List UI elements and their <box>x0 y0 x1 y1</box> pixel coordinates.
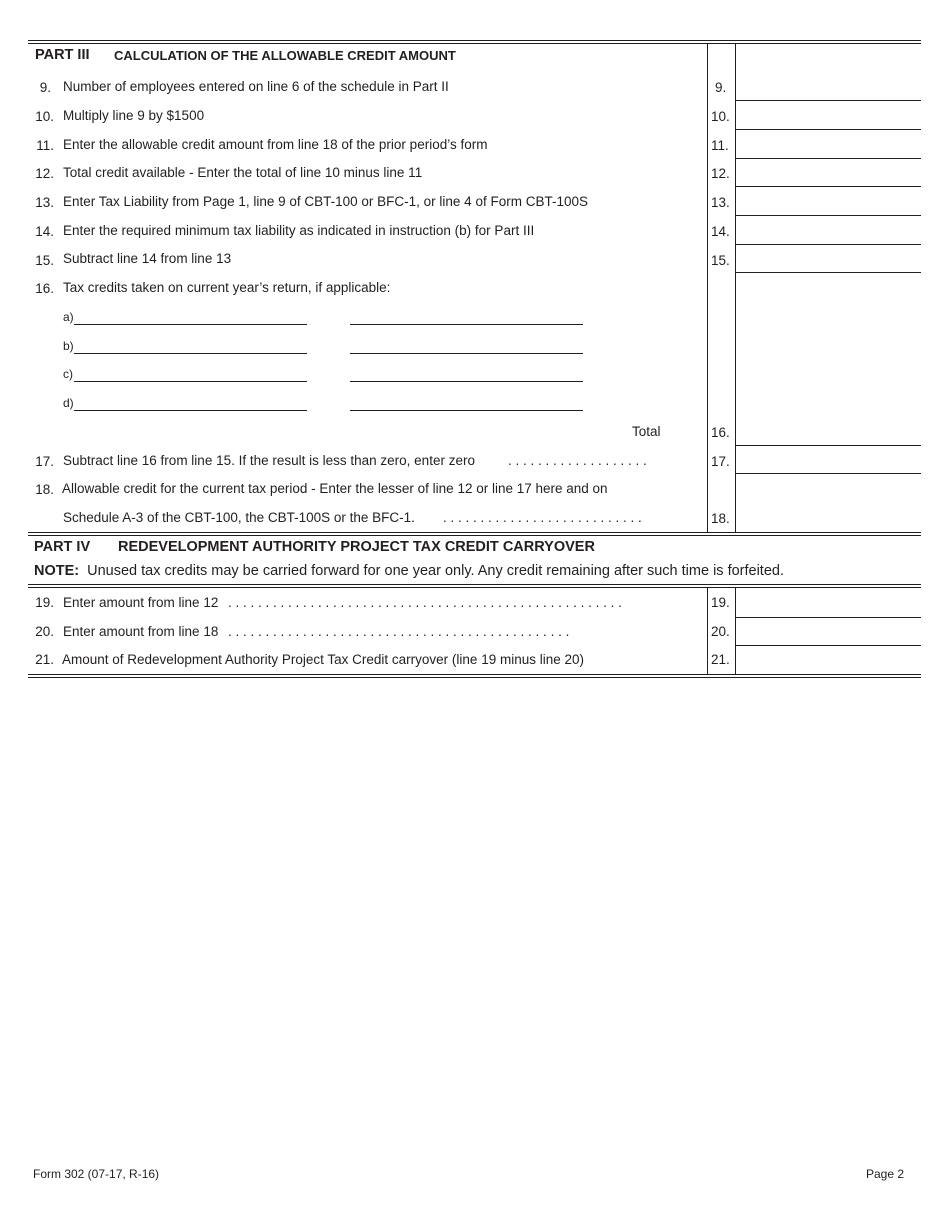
leader-dots: . . . . . . . . . . . . . . . . . . . <box>508 453 647 468</box>
amount-field-line-15[interactable] <box>736 245 921 272</box>
box-label: 11. <box>711 138 729 153</box>
line-number: 21. <box>35 652 54 667</box>
line-number: 12. <box>35 166 54 181</box>
part3-title: CALCULATION OF THE ALLOWABLE CREDIT AMOUNT <box>114 48 456 63</box>
amount-field-line-21[interactable] <box>736 646 921 673</box>
page-number: Page 2 <box>866 1167 905 1181</box>
line-text: Enter amount from line 18 <box>63 624 219 639</box>
top-rule <box>28 40 921 41</box>
amount-field-line-12[interactable] <box>736 159 921 186</box>
amount-field-line-9[interactable] <box>736 73 921 100</box>
leader-dots: . . . . . . . . . . . . . . . . . . . . . . . . . . . . . . . . . . . . . . . . . . . . . . . . . . . . . <box>228 595 622 610</box>
line-number: 14. <box>35 224 54 239</box>
part3-label: PART III <box>35 47 90 63</box>
line-text: Enter the required minimum tax liability as indicated in instruction (b) for Part III <box>63 223 535 238</box>
box-label: 10. <box>711 109 730 124</box>
item-d-description-field[interactable] <box>74 410 307 411</box>
line-text: Total credit available - Enter the total of line 10 minus line 11 <box>63 165 423 180</box>
item-a-description-field[interactable] <box>74 324 307 325</box>
line-text: Amount of Redevelopment Authority Project Tax Credit carryover (line 19 minus line 20) <box>62 652 584 667</box>
amount-field-line-11[interactable] <box>736 130 921 157</box>
box-label: 13. <box>711 195 730 210</box>
amount-field-line-10[interactable] <box>736 101 921 128</box>
row-rule <box>735 473 921 474</box>
item-c-amount-field[interactable] <box>350 381 583 382</box>
line-number: 16. <box>35 281 54 296</box>
box-label: 16. <box>711 425 730 440</box>
part4-rule-2 <box>28 587 921 588</box>
line-text: Multiply line 9 by $1500 <box>63 108 205 123</box>
item-a-amount-field[interactable] <box>350 324 583 325</box>
line-text: Tax credits taken on current year’s return, if applicable: <box>63 280 391 295</box>
line-number: 19. <box>35 595 54 610</box>
box-label: 18. <box>711 511 730 526</box>
box-label: 20. <box>711 624 730 639</box>
line-text: Subtract line 14 from line 13 <box>63 251 232 266</box>
section-rule-2 <box>28 535 921 536</box>
box-label: 21. <box>711 652 730 667</box>
item-label-d: d) <box>63 396 74 410</box>
top-rule-2 <box>28 43 921 44</box>
box-label: 14. <box>711 224 730 239</box>
line-number: 18. <box>35 482 54 497</box>
line-number: 9. <box>39 80 51 95</box>
part4-rule <box>28 584 921 585</box>
line-text: Number of employees entered on line 6 of the schedule in Part II <box>63 79 449 94</box>
line-number: 10. <box>35 109 54 124</box>
amount-field-line-18[interactable] <box>736 504 921 531</box>
line-number: 13. <box>35 195 54 210</box>
part4-title: REDEVELOPMENT AUTHORITY PROJECT TAX CREDIT CARRYOVER <box>118 539 595 555</box>
item-label-c: c) <box>63 367 73 381</box>
bottom-rule-2 <box>28 677 921 678</box>
line-text-continued: Schedule A-3 of the CBT-100, the CBT-100S or the BFC-1. <box>63 510 415 525</box>
line-number: 20. <box>35 624 54 639</box>
box-label: 19. <box>711 595 730 610</box>
amount-field-line-13[interactable] <box>736 187 921 214</box>
line-text: Allowable credit for the current tax period - Enter the lesser of line 12 or line 17 here and on <box>62 481 608 496</box>
row-rule <box>735 272 921 273</box>
note-label: NOTE: <box>34 563 80 579</box>
line-number: 15. <box>35 253 54 268</box>
item-label-b: b) <box>63 339 74 353</box>
box-label: 15. <box>711 253 730 268</box>
line-number: 17. <box>35 454 54 469</box>
section-rule <box>28 532 921 533</box>
box-label: 17. <box>711 454 730 469</box>
part4-note <box>34 563 784 579</box>
total-label: Total <box>632 424 661 439</box>
item-b-description-field[interactable] <box>74 353 307 354</box>
item-d-amount-field[interactable] <box>350 410 583 411</box>
col-divider-left <box>707 43 708 532</box>
line-text: Enter Tax Liability from Page 1, line 9 of CBT-100 or BFC-1, or line 4 of Form CBT-100S <box>63 194 588 209</box>
line-text: Subtract line 16 from line 15. If the result is less than zero, enter zero <box>63 453 475 468</box>
amount-field-line-14[interactable] <box>736 216 921 243</box>
part4-label: PART IV <box>34 539 91 555</box>
col-divider-left <box>707 587 708 675</box>
box-label: 9. <box>715 80 727 95</box>
line-text: Enter the allowable credit amount from line 18 of the prior period’s form <box>63 137 488 152</box>
box-label: 12. <box>711 166 730 181</box>
amount-field-line-17[interactable] <box>736 446 921 473</box>
item-b-amount-field[interactable] <box>350 353 583 354</box>
line-number: 11. <box>36 138 54 153</box>
bottom-rule <box>28 674 921 675</box>
line-text: Enter amount from line 12 <box>63 595 219 610</box>
leader-dots: . . . . . . . . . . . . . . . . . . . . . . . . . . . . . . . . . . . . . . . . . . . . . . <box>228 624 570 639</box>
amount-field-line-20[interactable] <box>736 618 921 645</box>
note-text: Unused tax credits may be carried forward for one year only. Any credit remaining after such time is forfeited. <box>87 563 784 579</box>
item-c-description-field[interactable] <box>74 381 307 382</box>
amount-field-line-19[interactable] <box>736 589 921 616</box>
amount-field-line-16[interactable] <box>736 418 921 445</box>
leader-dots: . . . . . . . . . . . . . . . . . . . . . . . . . . . <box>443 510 642 525</box>
item-label-a: a) <box>63 310 74 324</box>
form-id: Form 302 (07-17, R-16) <box>33 1167 160 1181</box>
